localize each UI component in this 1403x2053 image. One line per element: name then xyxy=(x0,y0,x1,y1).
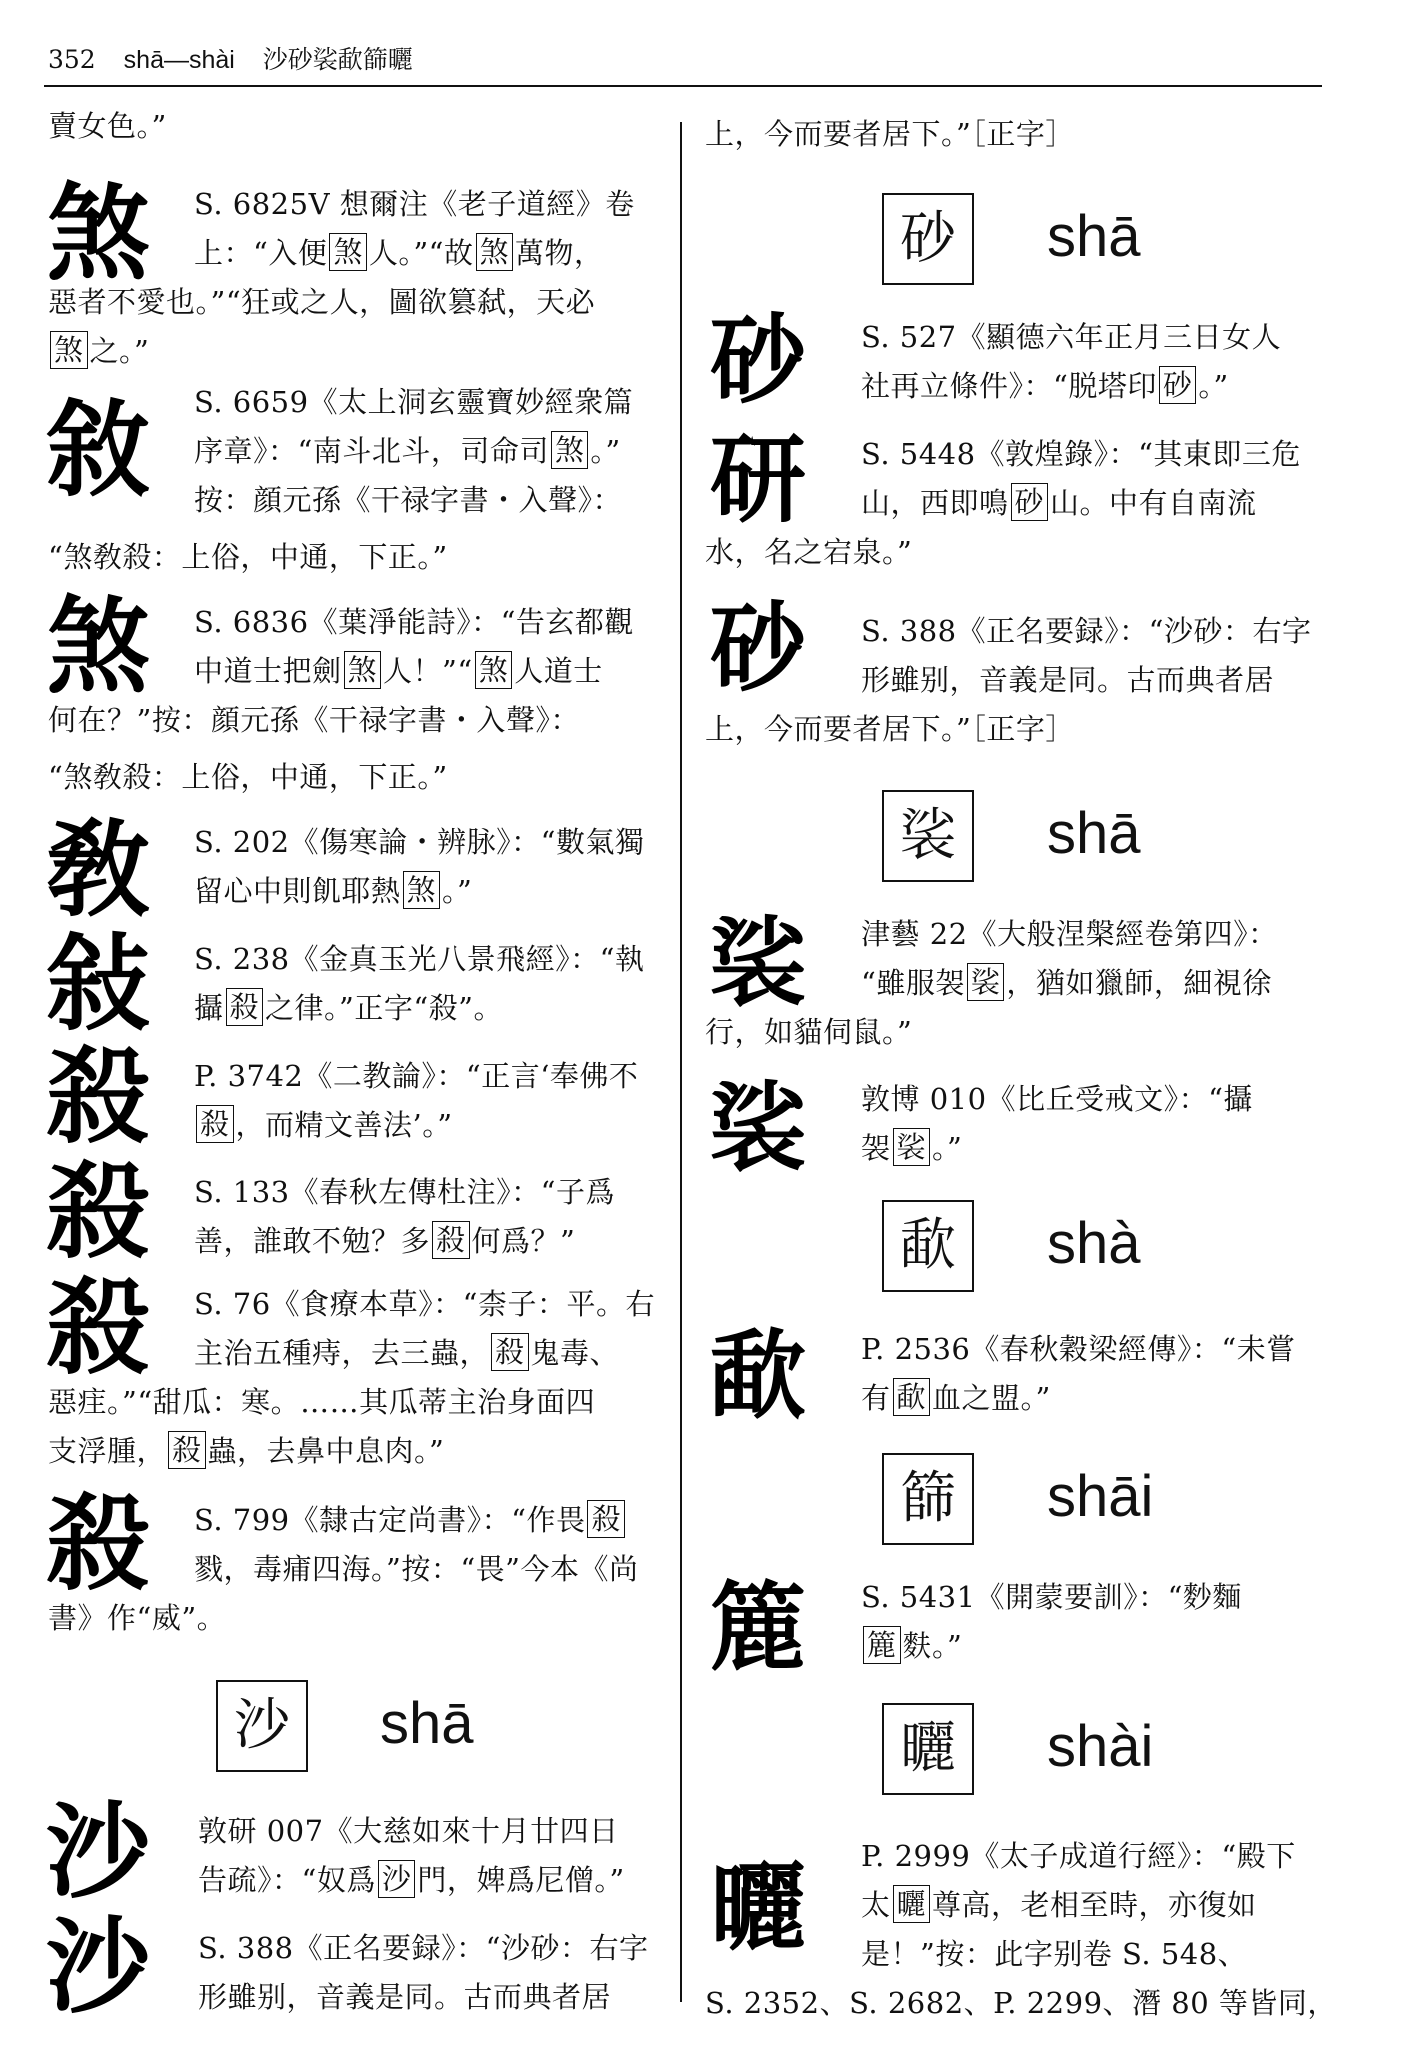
entry-line: 是！”按：此字别卷 S. 548、 xyxy=(861,1937,1248,1971)
entry-line: 山，西即鳴 砂 山。中有自南流 xyxy=(861,485,1257,520)
headword-box: 煞 xyxy=(551,431,589,469)
entry-line: P. 2536《春秋穀梁經傳》：“未嘗 xyxy=(861,1332,1296,1366)
headword-box: 簏 xyxy=(863,1626,901,1664)
manuscript-glyph: 歃 xyxy=(710,1319,806,1432)
column-divider xyxy=(680,122,682,2002)
manuscript-glyph: 砂 xyxy=(710,303,806,416)
entry-line: 攝 殺 之律。”正字“殺”。 xyxy=(194,990,504,1025)
entry-line: S. 527《顯德六年正月三日女人 xyxy=(861,320,1282,354)
entry-line: 敦博 010《比丘受戒文》：“攝 xyxy=(861,1082,1253,1116)
manuscript-glyph: 敍 xyxy=(46,922,151,1045)
entry-line: S. 133《春秋左傳杜注》：“子爲 xyxy=(194,1175,615,1209)
manuscript-glyph: 研 xyxy=(710,423,806,536)
entry-line: 形雖别，音義是同。古而典者居 xyxy=(198,1980,612,2014)
manuscript-glyph: 煞 xyxy=(46,585,151,708)
headword-box: 裟 xyxy=(893,1128,931,1166)
manuscript-glyph: 敘 xyxy=(46,388,151,511)
entry-line: S. 388《正名要録》：“沙砂：右字 xyxy=(861,614,1312,648)
entry-line: 津藝 22《大般涅槃經卷第四》： xyxy=(861,917,1278,951)
entry-line: 上：“入便 煞 人。”“故 煞 萬物， xyxy=(194,235,604,270)
headword-box: 煞 xyxy=(476,233,514,271)
headword-pinyin: shā xyxy=(1047,204,1141,269)
entry-line: S. 238《金真玉光八景飛經》：“執 xyxy=(194,942,645,976)
manuscript-glyph: 沙 xyxy=(46,1905,151,2028)
entry-line: 殺 ，而精文善法’。” xyxy=(194,1101,453,1150)
headword-box: 殺 xyxy=(226,988,264,1026)
headword-char-box: 砂 xyxy=(882,193,974,285)
entry-line: S. 6825V 想爾注《老子道經》卷 xyxy=(194,187,635,221)
headword-box: 煞 xyxy=(329,233,367,271)
headword-char-box: 篩 xyxy=(882,1453,974,1545)
entry-line: 書》作“威”。 xyxy=(48,1601,227,1635)
headword-box: 殺 xyxy=(168,1431,206,1469)
entry-line: 戮，毒痡四海。”按：“畏”今本《尚 xyxy=(194,1552,639,1586)
entry-line: S. 5448《敦煌錄》：“其東即三危 xyxy=(861,437,1301,471)
manuscript-glyph: 砂 xyxy=(710,591,806,704)
page-number: 352 xyxy=(48,45,96,74)
entry-line: S. 202《傷寒論・辨脉》：“數氣獨 xyxy=(194,825,645,859)
entry-line: 惡者不愛也。”“狂或之人，圖欲篡弑，天必 xyxy=(48,285,596,319)
entry-line: 社再立條件》：“脱塔印 砂 。” xyxy=(861,368,1229,403)
headword-box: 曬 xyxy=(893,1885,931,1923)
entry-line: 行，如貓伺鼠。” xyxy=(705,1015,913,1049)
entry-line: 善，誰敢不勉？多 殺 何爲？” xyxy=(194,1223,576,1258)
entry-line: “雖服袈 裟 ，猶如獵師，細視徐 xyxy=(861,965,1272,1000)
manuscript-glyph: 殺 xyxy=(46,1482,151,1605)
entry-line: S. 76《食療本草》：“柰子：平。右 xyxy=(194,1287,655,1321)
entry-line: 敦研 007《大慈如來十月廿四日 xyxy=(198,1814,619,1848)
entry-line: S. 799《隸古定尚書》：“作畏 殺 xyxy=(194,1496,627,1545)
entry-line: S. 6659《太上洞玄靈寶妙經衆篇 xyxy=(194,385,634,419)
headword-pinyin: shāi xyxy=(1047,1464,1154,1529)
headword-box: 沙 xyxy=(378,1860,416,1898)
headword-box: 砂 xyxy=(1011,483,1049,521)
headword-box: 殺 xyxy=(587,1500,625,1538)
continued-text: 上，今而要者居下。”［正字］ xyxy=(705,117,1075,151)
headword-box: 歃 xyxy=(893,1378,931,1416)
headword-pinyin: shài xyxy=(1047,1714,1154,1779)
manuscript-glyph: 煞 xyxy=(46,172,151,295)
headword-pinyin: shā xyxy=(1047,801,1141,866)
headword-pinyin: shà xyxy=(1047,1211,1141,1276)
headword-box: 煞 xyxy=(475,651,513,689)
entry-line: 形雖别，音義是同。古而典者居 xyxy=(861,663,1275,697)
headword-char-box: 歃 xyxy=(882,1200,974,1292)
manuscript-glyph: 殺 xyxy=(46,1035,151,1158)
manuscript-glyph: 裟 xyxy=(710,906,806,1019)
entry-line: S. 388《正名要録》：“沙砂：右字 xyxy=(198,1931,649,1965)
headword-char-box: 裟 xyxy=(882,790,974,882)
headword-box: 煞 xyxy=(50,331,88,369)
entry-line: 煞 之。” xyxy=(48,327,149,376)
entry-line: “煞敎殺：上俗，中通，下正。” xyxy=(48,540,448,574)
entry-line: 按：顔元孫《干禄字書・入聲》： xyxy=(194,483,623,517)
headword-char-box: 曬 xyxy=(882,1703,974,1795)
headword-box: 煞 xyxy=(344,651,382,689)
manuscript-glyph: 簏 xyxy=(710,1571,806,1684)
entry-line: P. 2999《太子成道行經》：“殿下 xyxy=(861,1839,1296,1873)
continued-text: 賣女色。” xyxy=(48,109,167,143)
manuscript-glyph: 沙 xyxy=(46,1790,151,1913)
entry-line: 袈 裟 。” xyxy=(861,1130,963,1165)
header-characters: 沙砂裟歃篩曬 xyxy=(262,45,413,74)
headword-pinyin: shā xyxy=(380,1691,474,1756)
headword-box: 砂 xyxy=(1159,366,1197,404)
entry-line: 支浮腫， 殺 蟲，去鼻中息肉。” xyxy=(48,1433,445,1468)
entry-line: 惡疰。”“甜瓜：寒。……其瓜蒂主治身面四 xyxy=(48,1385,596,1419)
running-header xyxy=(48,40,433,76)
header-rule xyxy=(44,85,1322,87)
entry-line: 上，今而要者居下。”［正字］ xyxy=(705,712,1075,746)
entry-line: 有 歃 血之盟。” xyxy=(861,1380,1051,1415)
manuscript-glyph: 殺 xyxy=(46,1150,151,1273)
entry-line: “煞敎殺：上俗，中通，下正。” xyxy=(48,760,448,794)
headword-box: 裟 xyxy=(967,963,1005,1001)
entry-line: 留心中則飢耶熱 煞 。” xyxy=(194,873,473,908)
entry-line: S. 6836《葉淨能詩》：“告玄都觀 xyxy=(194,605,634,639)
header-pinyin-range: shā—shài xyxy=(123,46,235,74)
manuscript-glyph: 裟 xyxy=(710,1071,806,1184)
entry-line: 太 曬 尊高，老相至時，亦復如 xyxy=(861,1887,1257,1922)
entry-line: 水，名之宕泉。” xyxy=(705,535,913,569)
manuscript-glyph: 殺 xyxy=(46,1266,151,1389)
entry-line: 中道士把劍 煞 人！”“ 煞 人道士 xyxy=(194,653,603,688)
headword-char-box: 沙 xyxy=(216,1680,308,1772)
manuscript-glyph: 曬 xyxy=(710,1851,806,1964)
headword-box: 殺 xyxy=(196,1105,234,1143)
entry-line: 序章》：“南斗北斗，司命司 煞 。” xyxy=(194,433,621,468)
entry-line: 何在？”按：顔元孫《干禄字書・入聲》： xyxy=(48,703,580,737)
headword-box: 煞 xyxy=(403,871,441,909)
entry-line: 告疏》：“奴爲 沙 門，婢爲尼僧。” xyxy=(198,1862,625,1897)
headword-box: 殺 xyxy=(432,1221,470,1259)
entry-line: S. 5431《開蒙要訓》：“麨麵 xyxy=(861,1580,1242,1614)
entry-line: 簏 麩。” xyxy=(861,1622,962,1671)
entry-line: P. 3742《二教論》：“正言‘奉佛不 xyxy=(194,1059,639,1093)
manuscript-glyph: 敎 xyxy=(46,808,151,931)
entry-line: S. 2352、S. 2682、P. 2299、潛 80 等皆同， xyxy=(705,1986,1337,2020)
entry-line: 主治五種痔，去三蟲， 殺 鬼毒、 xyxy=(194,1335,620,1370)
headword-box: 殺 xyxy=(491,1333,529,1371)
